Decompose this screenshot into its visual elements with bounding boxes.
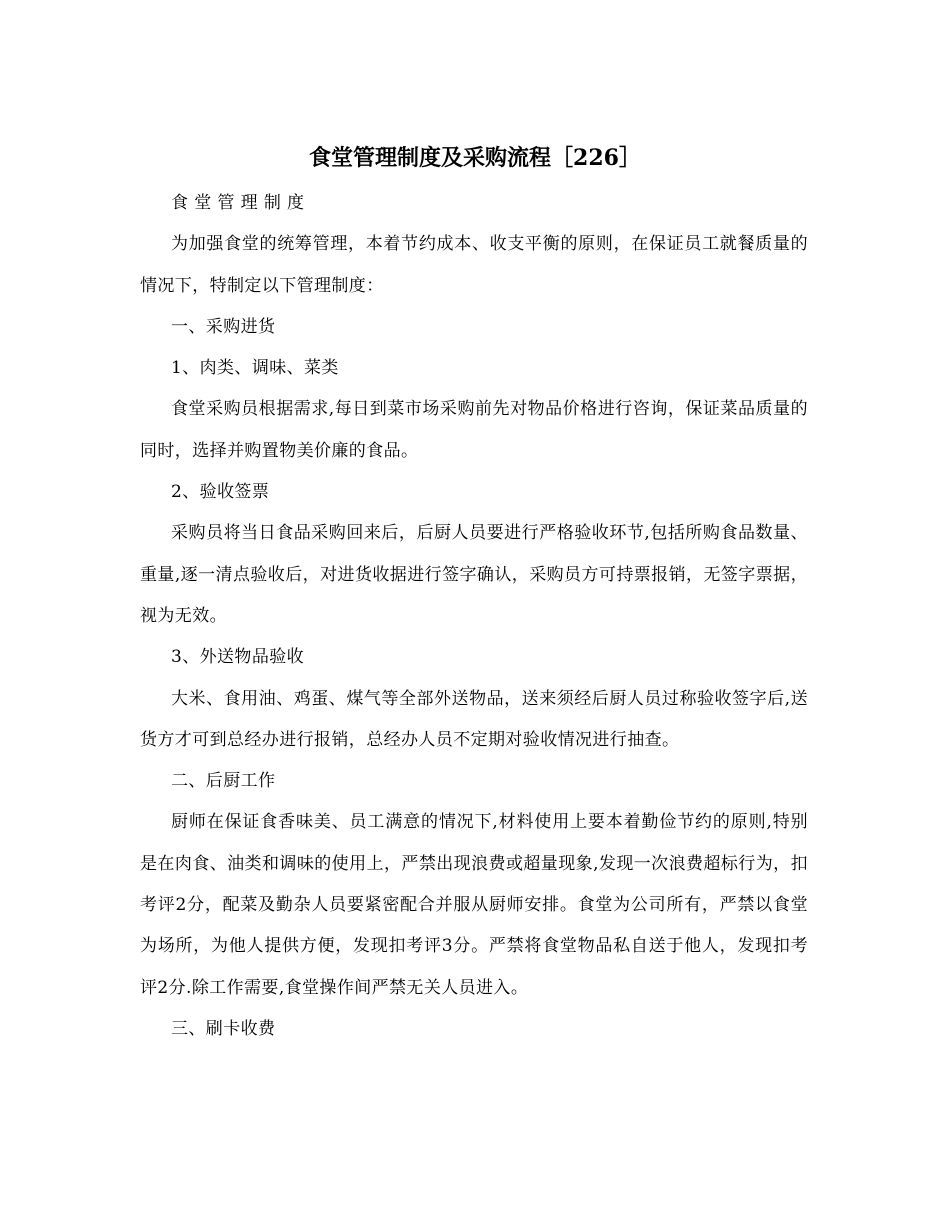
section-heading-kitchen-work: 二、后厨工作 xyxy=(171,771,276,792)
inspection-paragraph: 采购员将当日食品采购回来后，后厨人员要进行严格验收环节,包括所购食品数量、重量,逐一清点验收后，对进货收据进行签字确认，采购员方可持票报销，无签字票据，视为无效。 xyxy=(140,523,808,626)
section-heading-management-rules: 食 堂 管 理 制 度 xyxy=(171,193,305,213)
intro-paragraph: 为加强食堂的统筹管理，本着节约成本、收支平衡的原则，在保证员工就餐质量的情况下，特制定以下管理制度： xyxy=(140,234,808,296)
purchasing-paragraph: 食堂采购员根据需求,每日到菜市场采购前先对物品价格进行咨询，保证菜品质量的同时，选择并购置物美价廉的食品。 xyxy=(140,399,808,461)
document-body xyxy=(140,183,808,1050)
section-heading-card-payment: 三、刷卡收费 xyxy=(171,1018,276,1039)
subheading-meat-seasoning-vegetables: 1、肉类、调味、菜类 xyxy=(171,358,339,379)
section-heading-purchasing: 一、采购进货 xyxy=(171,316,276,337)
delivered-goods-paragraph: 大米、食用油、鸡蛋、煤气等全部外送物品，送来须经后厨人员过称验收签字后,送货方才可到总经办进行报销，总经办人员不定期对验收情况进行抽查。 xyxy=(140,688,808,750)
subheading-delivered-goods-inspection: 3、外送物品验收 xyxy=(171,647,305,668)
kitchen-work-paragraph: 厨师在保证食香味美、员工满意的情况下,材料使用上要本着勤俭节约的原则,特别是在肉食、油类和调味的使用上，严禁出现浪费或超量现象,发现一次浪费超标行为，扣考评2分，配菜及勤杂人员要紧密配合并服从厨师安排。食堂为公司所有，严禁以食堂为场所，为他人提供方便，发现扣考评3分。严禁将食堂物品私自送于他人，发现扣考评2分.除工作需要,食堂操作间严禁无关人员进入。 xyxy=(140,812,808,998)
document-title: 食堂管理制度及采购流程［226］ xyxy=(309,145,641,171)
subheading-inspection-signing: 2、验收签票 xyxy=(171,482,270,503)
